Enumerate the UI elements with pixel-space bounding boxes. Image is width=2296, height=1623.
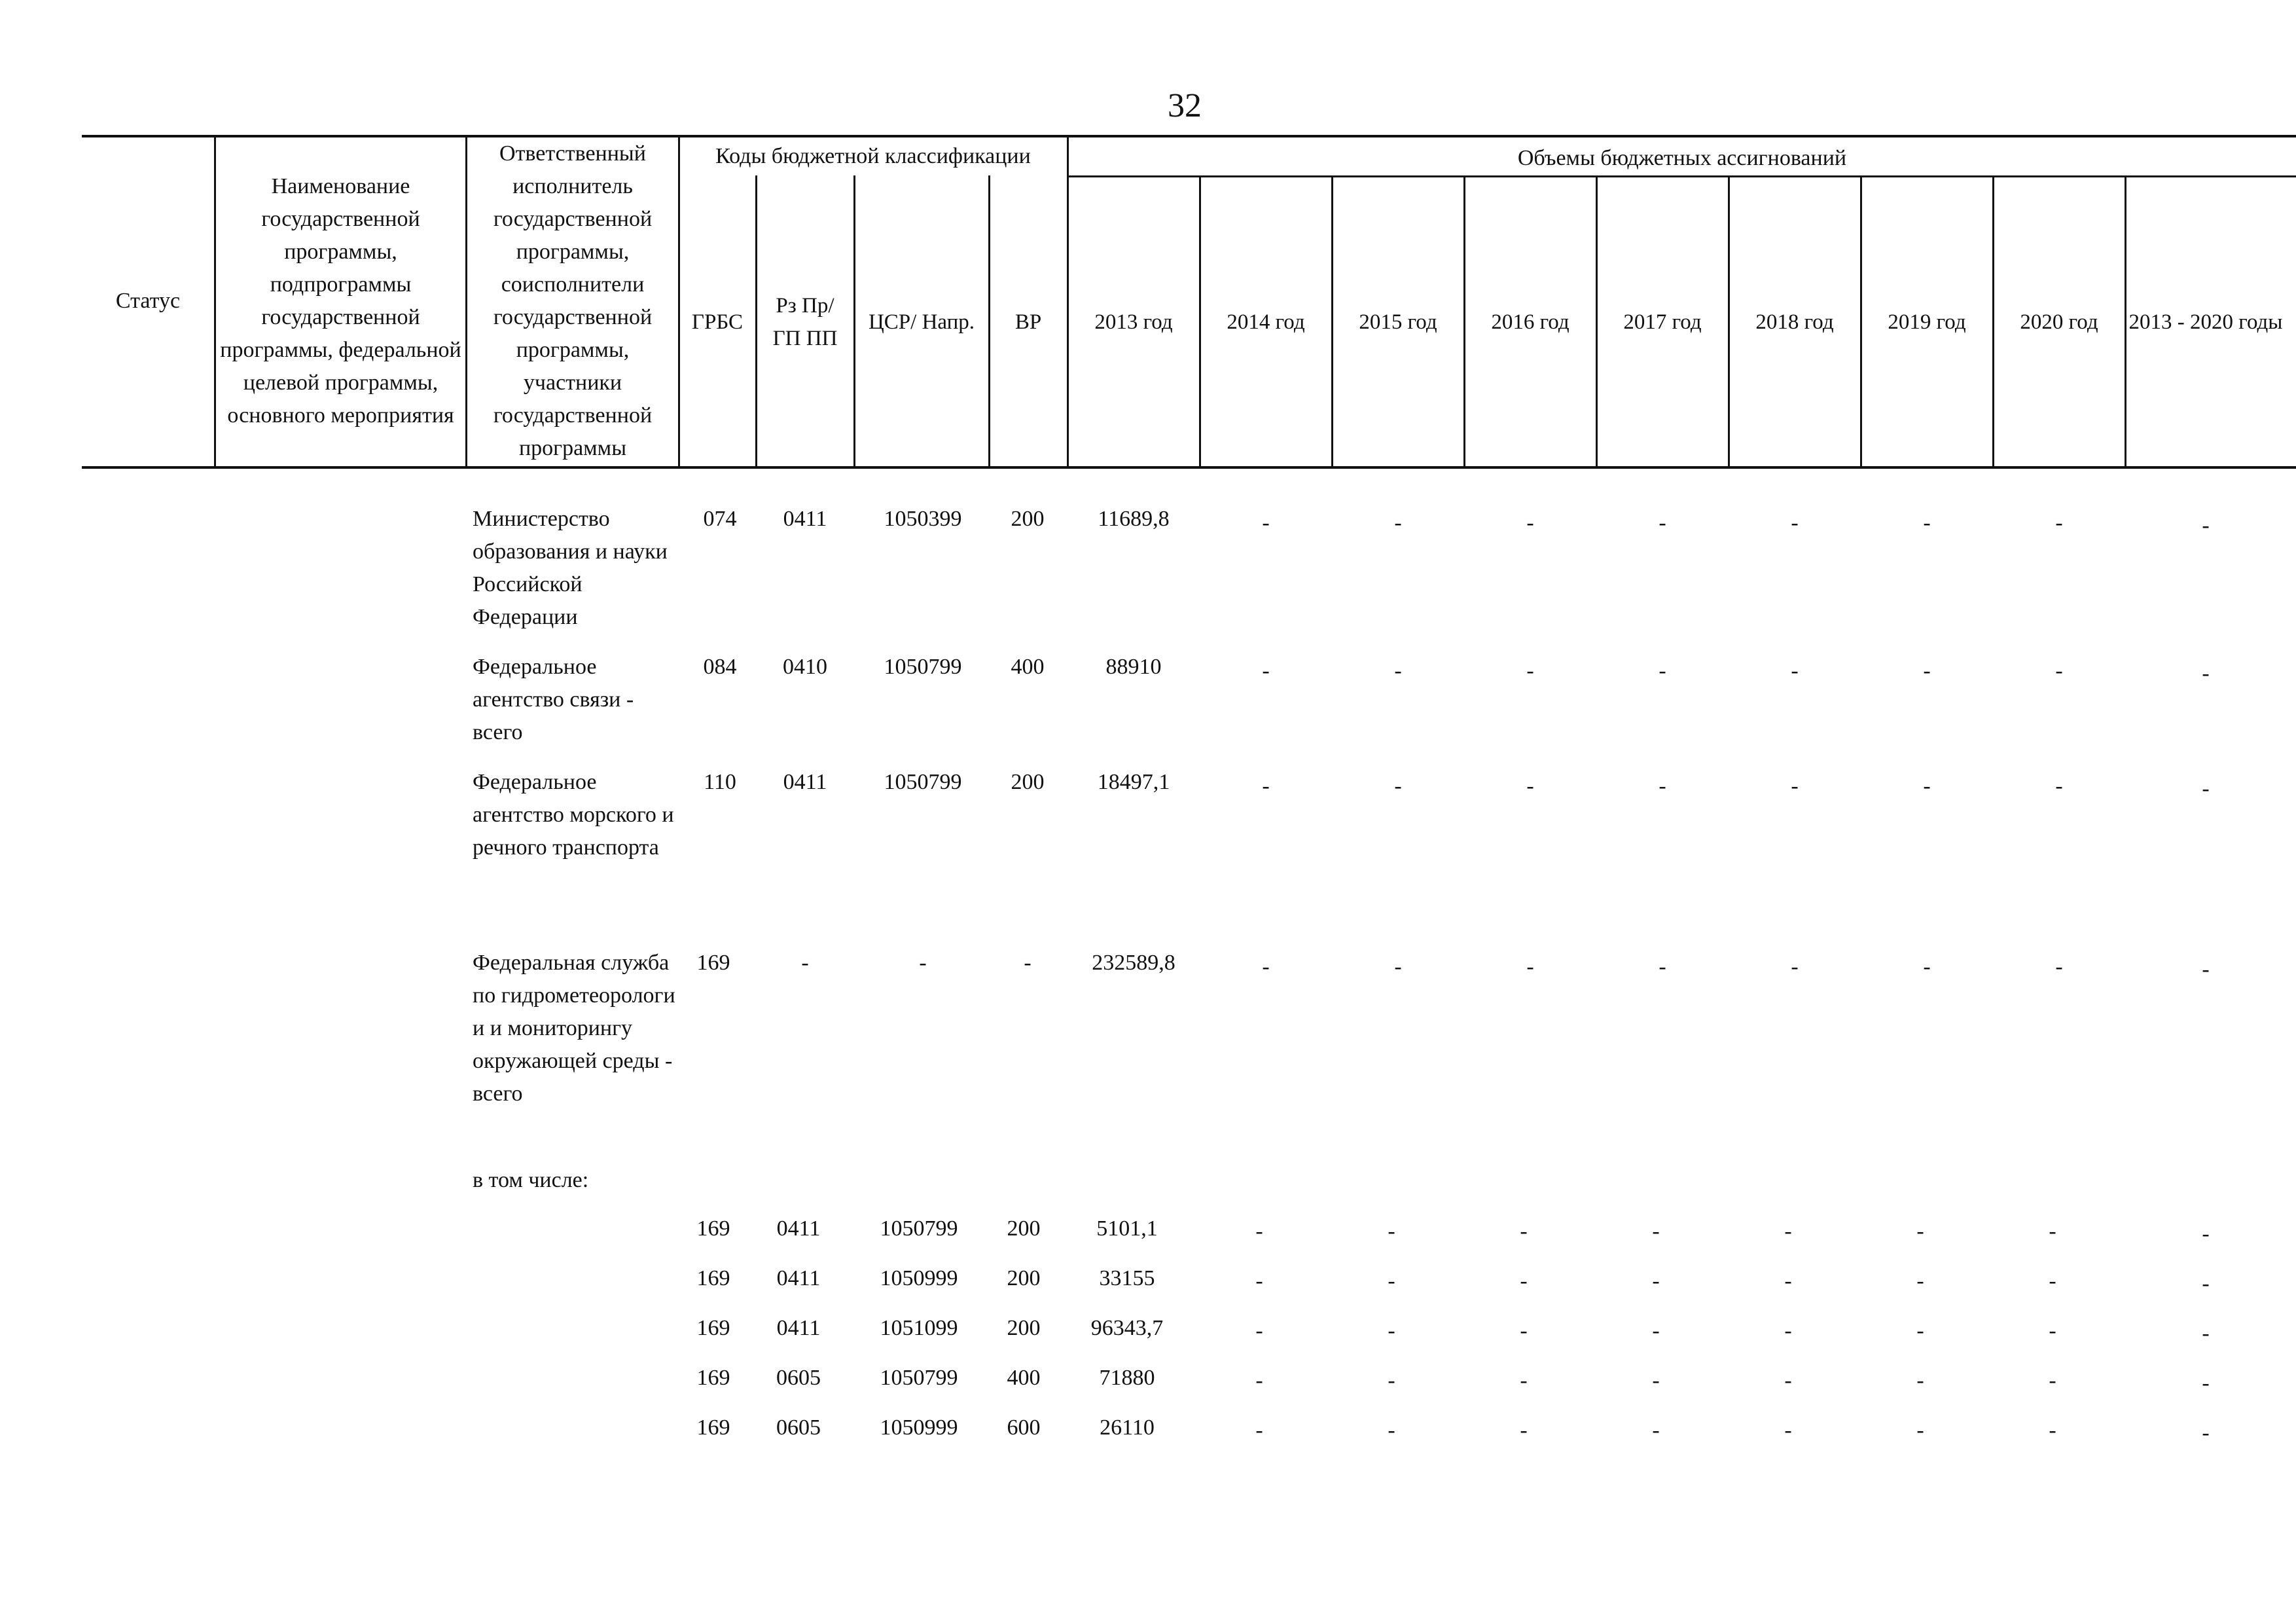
row-value: - bbox=[1784, 1418, 1792, 1442]
row-grbs: 169 bbox=[696, 1266, 730, 1290]
row-value: - bbox=[1659, 774, 1666, 798]
row-value: - bbox=[1394, 511, 1402, 535]
row-csr: 1050799 bbox=[880, 1216, 958, 1241]
row-csr: 1051099 bbox=[880, 1316, 958, 1340]
header-divider bbox=[853, 175, 855, 469]
row-grbs: 169 bbox=[696, 1216, 730, 1241]
header-divider bbox=[2125, 175, 2126, 469]
row-rzpr: 0605 bbox=[776, 1366, 821, 1390]
row-value: - bbox=[1652, 1269, 1660, 1293]
header-grbs: ГРБС bbox=[691, 310, 744, 334]
row-name: Министерство образования и науки Российской Федерации bbox=[473, 507, 668, 629]
header-rzpr: Рз Пр/ ГП ПП bbox=[772, 294, 838, 350]
header-divider bbox=[465, 135, 467, 469]
row-value: - bbox=[1255, 1319, 1263, 1343]
row-rzpr: 0411 bbox=[783, 770, 827, 794]
row-value: - bbox=[2055, 774, 2063, 798]
row-value: - bbox=[1388, 1368, 1395, 1393]
page-number: 32 bbox=[1168, 87, 1202, 124]
row-value: - bbox=[1255, 1219, 1263, 1243]
row-value: - bbox=[1791, 955, 1799, 979]
row-value: - bbox=[2202, 1222, 2210, 1246]
row-value: - bbox=[1791, 659, 1799, 683]
row-value: - bbox=[2202, 957, 2210, 981]
row-value: - bbox=[2202, 513, 2210, 538]
row-value: - bbox=[1923, 955, 1931, 979]
row-value: 26110 bbox=[1100, 1415, 1155, 1440]
header-year: 2015 год bbox=[1359, 310, 1437, 334]
row-csr: 1050999 bbox=[880, 1266, 958, 1290]
row-value: - bbox=[1255, 1269, 1263, 1293]
row-value: - bbox=[1520, 1269, 1528, 1293]
row-value: - bbox=[1388, 1269, 1395, 1293]
row-value: - bbox=[2049, 1219, 2056, 1243]
row-value: - bbox=[2202, 1421, 2210, 1445]
row-value: - bbox=[1526, 955, 1534, 979]
row-value: 232589,8 bbox=[1092, 951, 1175, 975]
row-value: - bbox=[2055, 511, 2063, 535]
header-executor: Ответственный исполнитель государственной программы, соисполнители государственной программы, участники государственной программы bbox=[493, 141, 653, 460]
row-value: - bbox=[1255, 1368, 1263, 1393]
row-value: - bbox=[2049, 1269, 2056, 1293]
row-vr: 200 bbox=[1007, 1266, 1041, 1290]
row-value: - bbox=[1520, 1418, 1528, 1442]
row-vr: 400 bbox=[1007, 1366, 1041, 1390]
row-grbs: 074 bbox=[703, 507, 737, 531]
header-divider bbox=[755, 175, 757, 469]
row-value: - bbox=[1394, 955, 1402, 979]
row-vr: 200 bbox=[1011, 770, 1045, 794]
row-value: - bbox=[1916, 1368, 1924, 1393]
row-value: - bbox=[1784, 1319, 1792, 1343]
header-year: 2016 год bbox=[1491, 310, 1570, 334]
row-value: - bbox=[1255, 1418, 1263, 1442]
row-grbs: 169 bbox=[696, 1366, 730, 1390]
header-status: Статус bbox=[115, 289, 181, 313]
header-year: 2020 год bbox=[2020, 310, 2098, 334]
row-value: - bbox=[1652, 1319, 1660, 1343]
row-value: - bbox=[1262, 511, 1270, 535]
header-year: 2013 год bbox=[1094, 310, 1173, 334]
row-value: - bbox=[2055, 955, 2063, 979]
row-value: - bbox=[1262, 955, 1270, 979]
row-value: - bbox=[1923, 511, 1931, 535]
row-name: Федеральная служба по гидрометеорологи и и мониторингу окружающей среды - всего bbox=[473, 951, 675, 1106]
row-value: - bbox=[1791, 774, 1799, 798]
row-value: - bbox=[1784, 1368, 1792, 1393]
row-value: - bbox=[1526, 511, 1534, 535]
row-value: - bbox=[2049, 1319, 2056, 1343]
header-year: 2017 год bbox=[1623, 310, 1702, 334]
row-value: 5101,1 bbox=[1096, 1216, 1158, 1241]
row-value: - bbox=[2202, 776, 2210, 801]
row-vr: 600 bbox=[1007, 1415, 1041, 1440]
row-value: - bbox=[1388, 1319, 1395, 1343]
row-value: - bbox=[1659, 659, 1666, 683]
header-year: 2014 год bbox=[1227, 310, 1305, 334]
row-vr: 400 bbox=[1011, 655, 1045, 679]
row-value: 96343,7 bbox=[1090, 1316, 1164, 1340]
row-value: 11689,8 bbox=[1098, 507, 1170, 531]
header-csr: ЦСР/ Напр. bbox=[868, 310, 975, 334]
header-volumes-group: Объемы бюджетных ассигнований bbox=[1517, 146, 1847, 170]
row-grbs: 084 bbox=[703, 655, 737, 679]
row-value: - bbox=[1394, 659, 1402, 683]
row-csr: 1050399 bbox=[884, 507, 962, 531]
row-csr: 1050799 bbox=[880, 1366, 958, 1390]
row-value: - bbox=[1652, 1418, 1660, 1442]
row-rzpr: 0411 bbox=[783, 507, 827, 531]
header-year: 2018 год bbox=[1755, 310, 1834, 334]
row-name: Федеральное агентство морского и речного транспорта bbox=[473, 770, 674, 860]
row-rzpr: 0411 bbox=[776, 1216, 821, 1241]
row-value: - bbox=[1784, 1219, 1792, 1243]
row-vr: 200 bbox=[1011, 507, 1045, 531]
row-value: - bbox=[1916, 1219, 1924, 1243]
row-value: - bbox=[2055, 659, 2063, 683]
row-rzpr: 0605 bbox=[776, 1415, 821, 1440]
row-value: 88910 bbox=[1105, 655, 1162, 679]
row-rzpr: 0411 bbox=[776, 1316, 821, 1340]
including-label: в том числе: bbox=[473, 1168, 589, 1192]
row-csr: 1050999 bbox=[880, 1415, 958, 1440]
header-codes-group: Коды бюджетной классификации bbox=[715, 144, 1031, 168]
row-vr: - bbox=[1024, 951, 1031, 975]
header-vr: ВР bbox=[1014, 310, 1042, 334]
row-rzpr: 0410 bbox=[783, 655, 827, 679]
row-value: - bbox=[1520, 1219, 1528, 1243]
row-value: - bbox=[2202, 1321, 2210, 1345]
row-csr: 1050799 bbox=[884, 770, 962, 794]
row-value: - bbox=[1526, 659, 1534, 683]
row-value: - bbox=[1526, 774, 1534, 798]
row-value: 71880 bbox=[1099, 1366, 1155, 1390]
row-value: - bbox=[1262, 774, 1270, 798]
row-value: - bbox=[1520, 1319, 1528, 1343]
row-vr: 200 bbox=[1007, 1216, 1041, 1241]
row-value: - bbox=[2049, 1418, 2056, 1442]
row-value: - bbox=[1659, 955, 1666, 979]
row-value: - bbox=[1916, 1319, 1924, 1343]
row-value: 18497,1 bbox=[1097, 770, 1170, 794]
row-value: - bbox=[1262, 659, 1270, 683]
row-name: Федеральное агентство связи - всего bbox=[473, 655, 634, 744]
row-value: - bbox=[1791, 511, 1799, 535]
row-rzpr: - bbox=[801, 951, 809, 975]
row-value: - bbox=[2202, 661, 2210, 685]
header-program-name: Наименование государственной программы, подпрограммы государственной программы, федеральной целевой программы, основного мероприятия bbox=[220, 174, 461, 428]
row-value: - bbox=[1652, 1368, 1660, 1393]
row-value: - bbox=[1923, 659, 1931, 683]
row-value: - bbox=[1520, 1368, 1528, 1393]
row-value: - bbox=[1916, 1418, 1924, 1442]
row-value: - bbox=[1923, 774, 1931, 798]
row-value: - bbox=[1388, 1418, 1395, 1442]
row-value: 33155 bbox=[1099, 1266, 1155, 1290]
row-value: - bbox=[1916, 1269, 1924, 1293]
row-csr: - bbox=[919, 951, 927, 975]
row-value: - bbox=[1659, 511, 1666, 535]
row-grbs: 110 bbox=[704, 770, 736, 794]
row-value: - bbox=[2049, 1368, 2056, 1393]
row-value: - bbox=[1784, 1269, 1792, 1293]
row-value: - bbox=[1652, 1219, 1660, 1243]
header-year: 2019 год bbox=[1888, 310, 1966, 334]
row-grbs: 169 bbox=[696, 951, 730, 975]
row-value: - bbox=[2202, 1371, 2210, 1395]
header-year-total: 2013 - 2020 годы bbox=[2128, 310, 2283, 334]
row-rzpr: 0411 bbox=[776, 1266, 821, 1290]
row-value: - bbox=[1394, 774, 1402, 798]
row-grbs: 169 bbox=[696, 1316, 730, 1340]
row-value: - bbox=[1388, 1219, 1395, 1243]
row-grbs: 169 bbox=[696, 1415, 730, 1440]
row-csr: 1050799 bbox=[884, 655, 962, 679]
header-bottom-rule bbox=[82, 466, 2296, 469]
row-value: - bbox=[2202, 1271, 2210, 1296]
row-vr: 200 bbox=[1007, 1316, 1041, 1340]
